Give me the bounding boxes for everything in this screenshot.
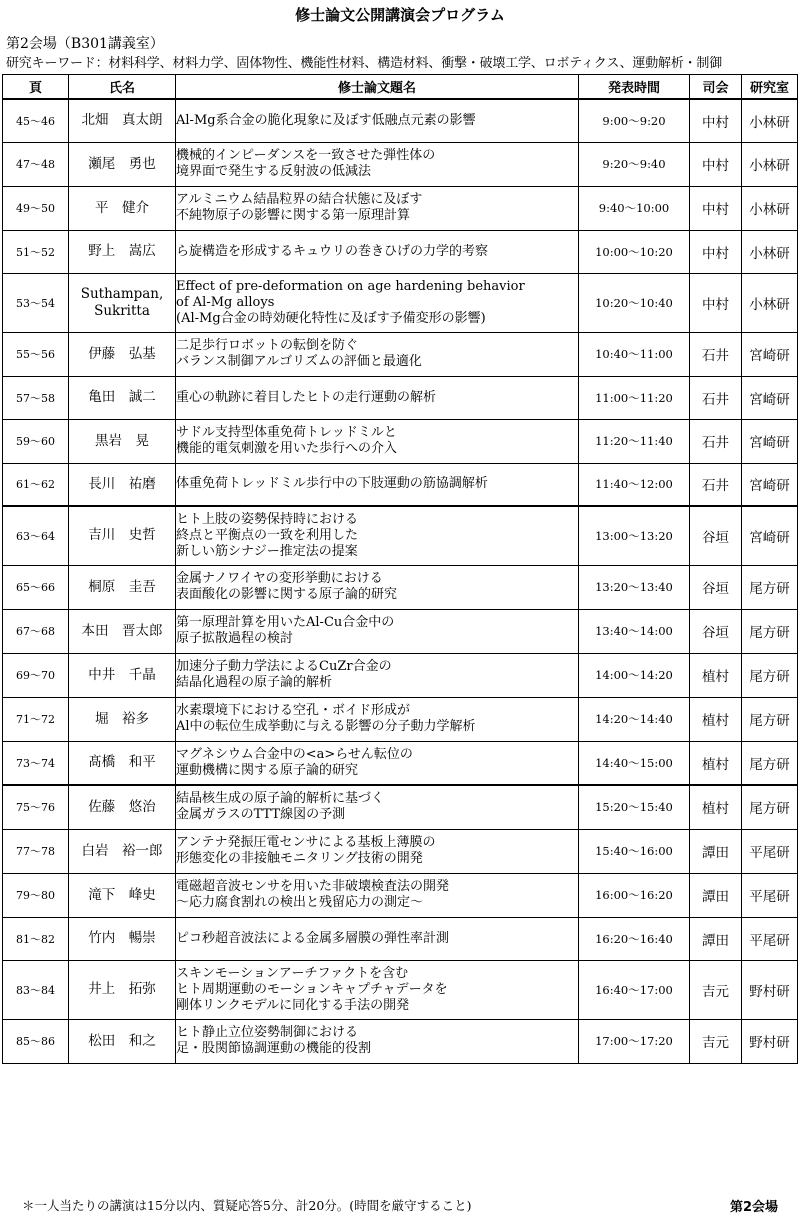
row-title [176,463,579,506]
name-line: 亀田 誠二 [88,389,156,405]
table-row [3,230,798,273]
row-title [176,785,579,829]
table-row [3,609,798,653]
row-time: 10:00～10:20 [579,230,690,273]
header-name: 氏名 [69,75,176,100]
row-chair: 吉元 [690,1019,742,1063]
row-lab: 宮崎研 [742,376,798,419]
row-lab: 小林研 [742,230,798,273]
row-title [176,273,579,332]
row-chair: 譚田 [690,873,742,917]
table-row [3,419,798,463]
row-chair: 植村 [690,697,742,741]
row-pages: 71～72 [3,697,69,741]
row-name [69,653,176,697]
table-row [3,741,798,785]
row-chair: 石井 [690,332,742,376]
row-name [69,829,176,873]
row-time: 16:00～16:20 [579,873,690,917]
title-line: 境界面で発生する反射波の低減法 [176,164,372,179]
row-lab: 小林研 [742,99,798,142]
row-chair: 中村 [690,230,742,273]
name-line: 松田 和之 [88,1032,156,1049]
name-line: 瀬尾 勇也 [88,155,156,172]
row-time: 17:00～17:20 [579,1019,690,1063]
row-time: 14:40～15:00 [579,741,690,785]
header-chair: 司会 [690,75,742,100]
row-pages: 79～80 [3,873,69,917]
name-line: 平 健介 [95,199,149,216]
title-line: スキンモーションアーチファクトを含む [176,965,409,981]
row-lab: 尾方研 [742,609,798,653]
name-line: 伊藤 弘基 [88,345,156,362]
title-line: 加速分子動力学法によるCuZr合金の [176,659,392,674]
name-line: 竹内 暢崇 [88,930,156,946]
title-line: 運動機構に関する原子論的研究 [176,762,359,778]
research-keywords: 研究キーワード：材料科学、材料力学、固体物性、機能性材料、構造材料、衝撃・破壊工学、ロボティクス、運動解析・制御 [6,56,723,71]
row-lab: 小林研 [742,142,798,186]
name-line: Suthampan, [80,285,164,302]
row-name [69,1019,176,1063]
row-title [176,873,579,917]
title-line: 重心の軌跡に着目したヒトの走行運動の解析 [176,389,437,405]
row-lab: 尾方研 [742,785,798,829]
row-lab: 尾方研 [742,697,798,741]
row-pages: 57～58 [3,376,69,419]
row-pages: 49～50 [3,186,69,230]
table-row [3,273,798,332]
title-line: 表面酸化の影響に関する原子論的研究 [176,587,398,602]
title-line: アルミニウム結晶粒界の結合状態に及ぼす [176,192,423,207]
row-pages: 77～78 [3,829,69,873]
row-chair: 石井 [690,463,742,506]
name-line: 佐藤 悠治 [88,798,156,815]
row-time: 10:20～10:40 [579,273,690,332]
title-line: Al-Mg系合金の脆化現象に及ぼす低融点元素の影響 [176,112,476,128]
row-pages: 85～86 [3,1019,69,1063]
row-lab: 小林研 [742,273,798,332]
table-row [3,99,798,142]
row-lab: 尾方研 [742,565,798,609]
row-name [69,142,176,186]
row-lab: 尾方研 [742,741,798,785]
row-name [69,565,176,609]
row-time: 13:40～14:00 [579,609,690,653]
row-lab: 宮崎研 [742,419,798,463]
row-chair: 中村 [690,186,742,230]
footer-venue: 第2会場 [729,1200,778,1215]
row-title [176,332,579,376]
title-line: 不純物原子の影響に関する第一原理計算 [176,208,411,223]
title-line: ヒト周期運動のモーションキャプチャデータを [176,981,448,997]
name-line: 吉川 史哲 [88,527,156,544]
header-pages: 頁 [3,75,69,100]
row-time: 13:00～13:20 [579,506,690,565]
row-pages: 51～52 [3,230,69,273]
name-line: 野上 嵩広 [88,243,156,259]
title-line: 体重免荷トレッドミル歩行中の下肢運動の筋協調解析 [176,476,488,492]
row-name [69,697,176,741]
row-chair: 植村 [690,741,742,785]
page-title: 修士論文公開講演会プログラム [295,6,505,24]
row-title [176,829,579,873]
title-line: 結晶核生成の原子論的解析に基づく [176,791,385,807]
row-title [176,741,579,785]
row-pages: 83～84 [3,960,69,1019]
name-line: 長川 祐磨 [88,475,156,492]
row-lab: 小林研 [742,186,798,230]
title-line: ら旋構造を形成するキュウリの巻きひげの力学的考察 [176,243,489,259]
table-row [3,463,798,506]
name-line: Sukritta [94,302,150,319]
row-lab: 尾方研 [742,653,798,697]
row-time: 11:20～11:40 [579,419,690,463]
row-name [69,332,176,376]
row-lab: 平尾研 [742,873,798,917]
row-title [176,565,579,609]
row-name [69,419,176,463]
row-name [69,230,176,273]
row-time: 13:20～13:40 [579,565,690,609]
name-line: 本田 晋太郎 [81,622,163,639]
table-row [3,829,798,873]
row-lab: 平尾研 [742,917,798,960]
header-title: 修士論文題名 [176,75,579,100]
title-line: ～応力腐食割れの検出と残留応力の測定～ [176,895,424,910]
title-line: 金属ナノワイヤの変形挙動における [176,571,383,586]
row-title [176,142,579,186]
row-lab: 平尾研 [742,829,798,873]
title-line: 機能的電気刺激を用いた歩行への介入 [176,441,398,456]
title-line: Effect of pre-deformation on age hardening behavior [176,278,525,294]
row-name [69,873,176,917]
row-time: 9:00～9:20 [579,99,690,142]
row-chair: 中村 [690,99,742,142]
row-chair: 谷垣 [690,506,742,565]
name-line: 白岩 裕一郎 [81,842,163,859]
row-chair: 吉元 [690,960,742,1019]
row-chair: 譚田 [690,917,742,960]
row-name [69,376,176,419]
title-line: ヒト上肢の姿勢保持時における [176,511,359,527]
row-lab: 宮崎研 [742,506,798,565]
title-line: サドル支持型体重免荷トレッドミルと [176,425,397,440]
row-pages: 75～76 [3,785,69,829]
title-line: (Al-Mg合金の時効硬化特性に及ぼす予備変形の影響) [176,310,486,326]
table-row [3,186,798,230]
row-time: 16:20～16:40 [579,917,690,960]
row-chair: 石井 [690,376,742,419]
row-title [176,1019,579,1063]
name-line: 桐原 圭吾 [88,578,156,595]
row-time: 16:40～17:00 [579,960,690,1019]
row-title [176,186,579,230]
row-title [176,99,579,142]
title-line: 水素環境下における空孔・ボイド形成が [176,703,411,718]
row-time: 14:00～14:20 [579,653,690,697]
row-title [176,653,579,697]
row-lab: 宮崎研 [742,332,798,376]
title-line: マグネシウム合金中の<a>らせん転位の [176,746,413,762]
name-line: 北畑 真太朗 [81,112,163,129]
row-chair: 谷垣 [690,609,742,653]
table-row [3,917,798,960]
row-chair: 谷垣 [690,565,742,609]
title-line: ピコ秒超音波法による金属多層膜の弾性率計測 [176,930,450,946]
row-title [176,609,579,653]
name-line: 堀 裕多 [95,710,149,727]
row-time: 15:40～16:00 [579,829,690,873]
title-line: 剛体リンクモデルに同化する手法の開発 [176,997,410,1013]
table-row [3,565,798,609]
row-time: 15:20～15:40 [579,785,690,829]
row-lab: 野村研 [742,1019,798,1063]
row-chair: 中村 [690,142,742,186]
name-line: 髙橋 和平 [88,754,156,771]
table-row [3,376,798,419]
row-name [69,506,176,565]
row-title [176,506,579,565]
title-line: 二足歩行ロボットの転倒を防ぐ [176,338,359,353]
row-pages: 55～56 [3,332,69,376]
table-row [3,506,798,565]
footer-note: ＊一人当たりの講演は15分以内、質疑応答5分、計20分。(時間を厳守すること) [22,1198,472,1213]
table-row [3,960,798,1019]
row-time: 9:20～9:40 [579,142,690,186]
name-line: 黒岩 晃 [95,432,149,449]
table-row [3,142,798,186]
header-time: 発表時間 [579,75,690,100]
row-chair: 中村 [690,273,742,332]
row-name [69,917,176,960]
row-name [69,609,176,653]
row-pages: 45～46 [3,99,69,142]
row-title [176,230,579,273]
row-chair: 石井 [690,419,742,463]
row-name [69,273,176,332]
title-line: 機械的インピーダンスを一致させた弾性体の [176,148,436,163]
row-name [69,741,176,785]
title-line: 金属ガラスのTTT線図の予測 [176,807,346,823]
title-line: of Al-Mg alloys [176,294,275,310]
title-line: バランス制御アルゴリズムの評価と最適化 [176,354,422,369]
table-row [3,332,798,376]
title-line: ヒト静止立位姿勢制御における [176,1025,359,1040]
name-line: 中井 千晶 [88,666,156,683]
row-title [176,960,579,1019]
row-time: 11:00～11:20 [579,376,690,419]
table-row [3,697,798,741]
row-pages: 63～64 [3,506,69,565]
title-line: 形態変化の非接触モニタリング技術の開発 [176,851,423,866]
title-line: 新しい筋シナジー推定法の提案 [176,543,358,559]
row-time: 11:40～12:00 [579,463,690,506]
row-pages: 67～68 [3,609,69,653]
row-time: 14:20～14:40 [579,697,690,741]
row-pages: 69～70 [3,653,69,697]
title-line: 第一原理計算を用いたAl-Cu合金中の [176,615,395,630]
row-pages: 53～54 [3,273,69,332]
table-row [3,653,798,697]
row-lab: 野村研 [742,960,798,1019]
title-line: アンテナ発振圧電センサによる基板上薄膜の [176,835,436,850]
venue-label: 第2会場（B301講義室） [6,36,164,52]
row-pages: 65～66 [3,565,69,609]
row-pages: 61～62 [3,463,69,506]
header-lab: 研究室 [742,75,798,100]
table-row [3,873,798,917]
title-line: 電磁超音波センサを用いた非破壊検査法の開発 [176,879,450,894]
row-chair: 譚田 [690,829,742,873]
row-pages: 59～60 [3,419,69,463]
table-row [3,1019,798,1063]
title-line: 終点と平衡点の一致を利用した [176,527,359,543]
title-line: 結晶化過程の原子論的解析 [176,675,333,690]
row-title [176,917,579,960]
row-pages: 81～82 [3,917,69,960]
row-title [176,697,579,741]
row-chair: 植村 [690,785,742,829]
name-line: 滝下 峰史 [88,886,156,903]
row-name [69,785,176,829]
row-title [176,376,579,419]
row-title [176,419,579,463]
row-name [69,99,176,142]
row-time: 9:40～10:00 [579,186,690,230]
title-line: 足・股関節協調運動の機能的役割 [176,1041,372,1056]
table-row [3,785,798,829]
row-chair: 植村 [690,653,742,697]
row-time: 10:40～11:00 [579,332,690,376]
program-table [2,74,798,1064]
row-name [69,463,176,506]
row-pages: 47～48 [3,142,69,186]
name-line: 井上 拓弥 [88,981,156,997]
row-lab: 宮崎研 [742,463,798,506]
row-pages: 73～74 [3,741,69,785]
title-line: 原子拡散過程の検討 [176,631,294,646]
row-name [69,960,176,1019]
table-header-row [3,75,798,100]
row-name [69,186,176,230]
title-line: Al中の転位生成挙動に与える影響の分子動力学解析 [176,719,476,734]
